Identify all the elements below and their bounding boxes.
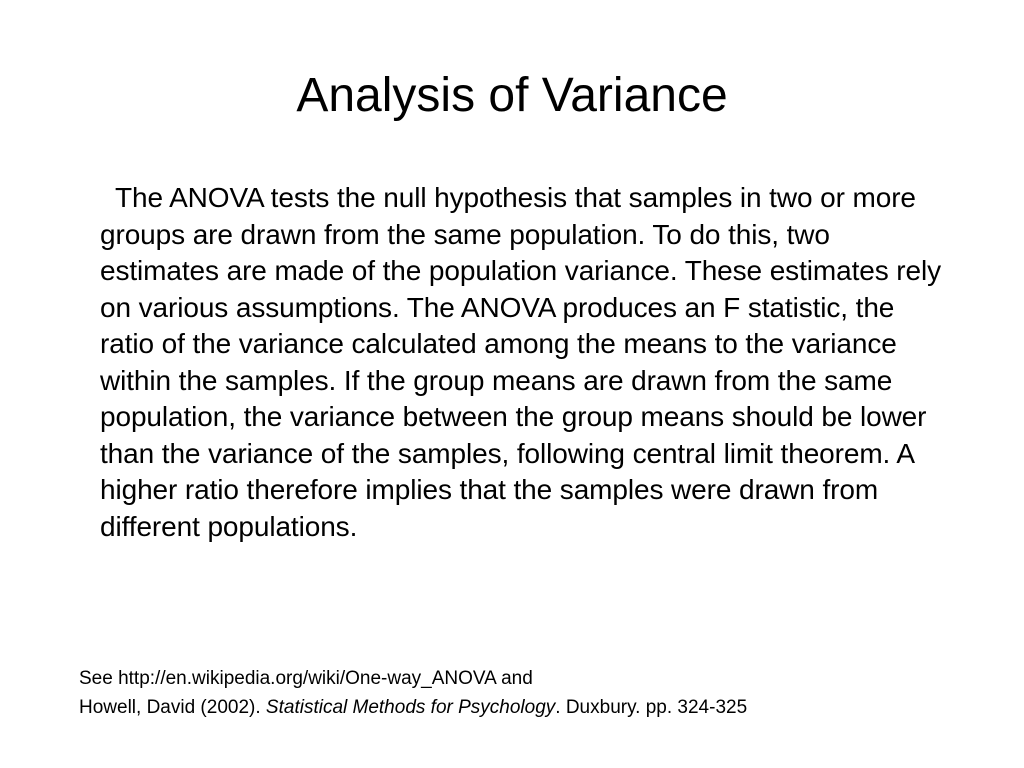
slide-title: Analysis of Variance [296,69,728,122]
citation-book-title: Statistical Methods for Psychology [265,697,556,718]
body-paragraph: The ANOVA tests the null hypothesis that samples in two or more groups are drawn from the same population. To do this, two estimates are made of the population variance. These estimates rely on various assumptions. The ANOVA produces an F statistic, the ratio of the variance calculated among the means to the variance within the samples. If the group means are drawn from the same population, the variance between the group means should be lower than the variance of the samples, following central limit theorem. A higher ratio therefore implies that the samples were drawn from different populations. [100,182,942,542]
footnote-line-1: See http://en.wikipedia.org/wiki/One-way_ANOVA and [79,668,533,689]
citation-author: Howell, David (2002). [79,697,266,718]
footnote-line-2 [79,693,979,722]
citation-publisher: . Duxbury. pp. 324-325 [555,697,748,718]
footnote [79,664,979,722]
